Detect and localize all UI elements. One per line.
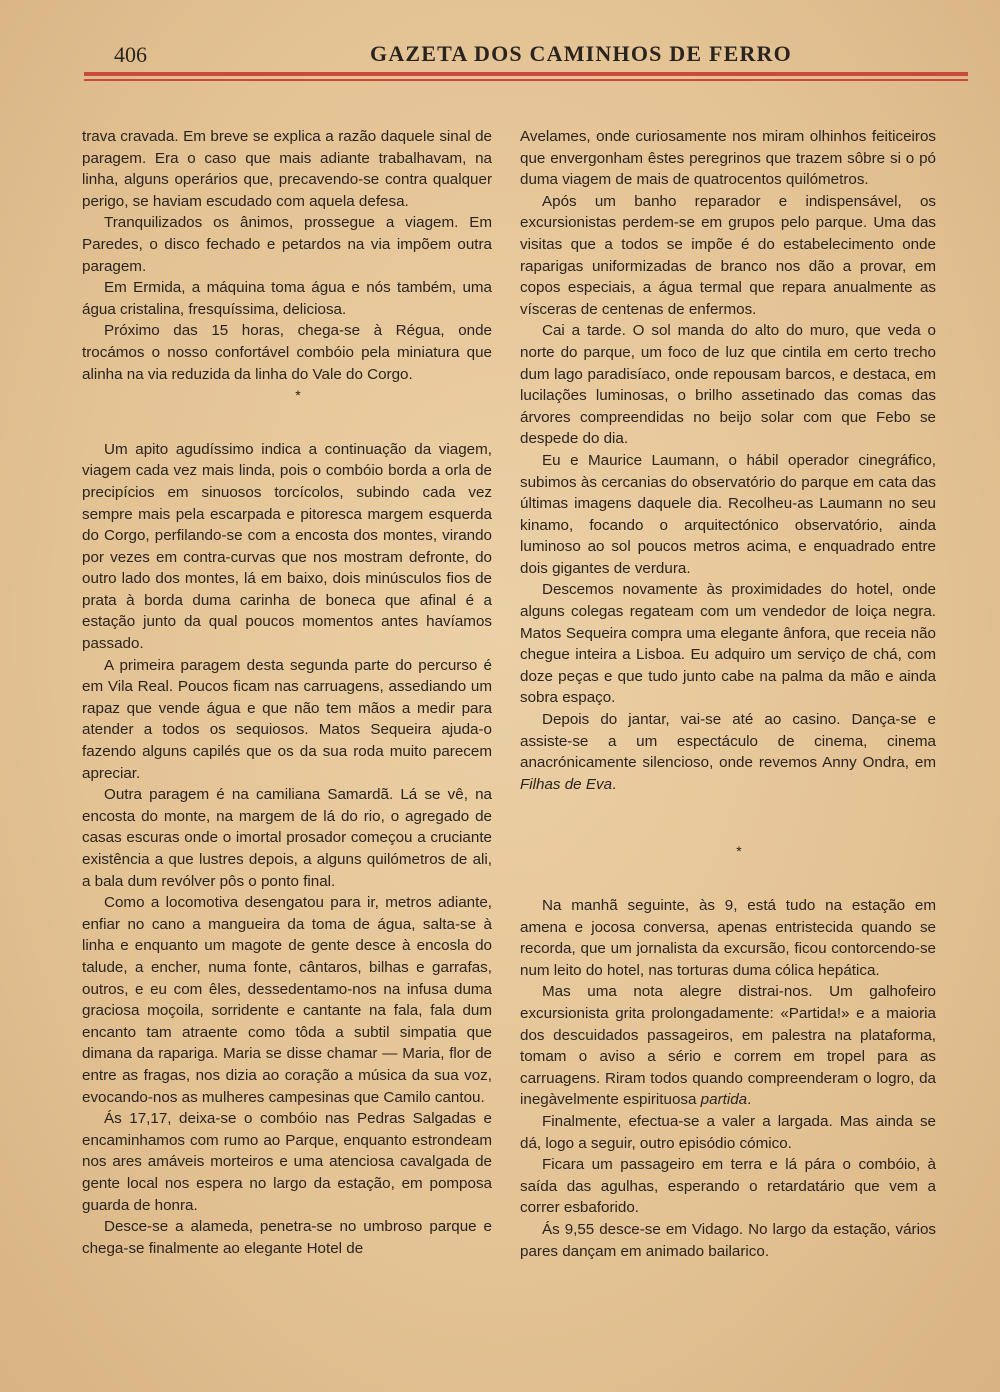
spacer <box>520 795 936 841</box>
section-separator: * <box>295 387 301 404</box>
paragraph: Próximo das 15 horas, chega-se à Régua, onde trocámos o nosso confortável combóio pela miniatura que alinha na via reduzida da linha do Vale do Corgo. <box>82 322 492 383</box>
spacer <box>82 407 492 439</box>
paragraph: Na manhã seguinte, às 9, está tudo na estação em amena e jocosa conversa, apenas entristecida quando se recorda, que um jornalista da excursão, ficou contorcendo-se num leito do hotel, nas torturas duma cólica hepática. <box>520 897 936 979</box>
paragraph: Descemos novamente às proximidades do hotel, onde alguns colegas regateam com um vendedor de loiça negra. Matos Sequeira compra uma elegante ânfora, que receia não chegue inteira a Lisboa. Eu adquiro um serviço de chá, com doze peças e que tudo junto cabe na palma da mão e ainda sobra espaço. <box>520 581 936 707</box>
paragraph: Em Ermida, a máquina toma água e nós também, uma água cristalina, fresquíssima, deliciosa. <box>82 279 492 318</box>
page-number: 406 <box>114 42 147 67</box>
paragraph: Outra paragem é na camiliana Samardã. Lá se vê, na encosta do monte, na margem de lá do rio, o agregado de casas escuras onde o imortal prosador começou a cruciante existência a que lustres depois, a alguns quilómetros de ali, a bala dum revólver pôs o ponto final. <box>82 786 492 890</box>
left-column <box>82 126 492 1259</box>
italic-word: partida <box>700 1091 748 1109</box>
film-title: Filhas de Eva <box>520 775 613 793</box>
paragraph-end: . <box>747 1091 752 1109</box>
paragraph: Ficara um passageiro em terra e lá pára o combóio, à saída das agulhas, esperando o retardatário que vem a correr esbaforido. <box>520 1156 936 1217</box>
header-rule-thin <box>84 79 968 81</box>
paragraph <box>520 981 936 1111</box>
paragraph: Avelames, onde curiosamente nos miram olhinhos feiticeiros que envergonham êstes peregrinos que trazem sôbre si o pó duma viagem de mais de quatrocentos quilómetros. <box>520 128 936 189</box>
paragraph: Cai a tarde. O sol manda do alto do muro, que veda o norte do parque, um foco de luz que cintila em certo trecho dum lago paradisíaco, onde repousam barcos, e destaca, em lucilações luminosas, o brilho assetinado das comas das árvores compreendidas no beijo solar com que Febo se despede do dia. <box>520 322 936 448</box>
paragraph-end: . <box>612 775 617 793</box>
publication-title: GAZETA DOS CAMINHOS DE FERRO <box>370 41 792 66</box>
paragraph <box>520 709 936 795</box>
paragraph: Finalmente, efectua-se a valer a largada. Mas ainda se dá, logo a seguir, outro episódio cómico. <box>520 1112 936 1152</box>
paragraph: Após um banho reparador e indispensável, os excursionistas perdem-se em grupos pelo parque. Uma das visitas que a todos se impõe é do estabelecimento onde raparigas uniformizadas de branco nos dão a provar, em copos especiais, a água termal que repara anualmente as vísceras de centenas de enfermos. <box>520 192 936 318</box>
paragraph: Eu e Maurice Laumann, o hábil operador cinegráfico, subimos às cercanias do observatório do parque em cata das últimas imagens daquele dia. Recolheu-as Laumann no seu kinamo, focando o arquitectónico observatório, ainda luminoso ao sol poucos metros acima, e enquadrado entre dois gigantes de verdura. <box>520 451 936 577</box>
paragraph-text: Depois do jantar, vai-se até ao casino. Dança-se e assiste-se a um espectáculo de cinema, cinema anacrónicamente silencioso, onde revemos Anny Ondra, em <box>520 711 936 772</box>
paragraph: Um apito agudíssimo indica a continuação da viagem, viagem cada vez mais linda, pois o combóio borda a orla de precipícios em sinuosos torcícolos, subindo cada vez sempre mais pela escarpada e pitoresca margem esquerda do Corgo, perfilando-se com a encosta dos montes, virando por vezes em contra-curvas que nos mostram defronte, do outro lado dos montes, lá em baixo, dois minúsculos fios de prata à borda duma carinha de boneca que afinal é a estação junto da qual poucos momentos antes havíamos passado. <box>82 440 492 653</box>
paragraph: trava cravada. Em breve se explica a razão daquele sinal de paragem. Era o caso que mais adiante trabalhavam, na linha, alguns operários que, precavendo-se contra qualquer perigo, se haviam escudado com aquela defesa. <box>82 128 492 210</box>
paragraph: Ás 17,17, deixa-se o combóio nas Pedras Salgadas e encaminhamos com rumo ao Parque, enquanto estrondeam nos ares amáveis morteiros e uma atenciosa cavalgada de gente local nos espera no largo da estação, em pomposa guarda de honra. <box>82 1110 492 1214</box>
header-rule <box>84 72 968 76</box>
paragraph: Desce-se a alameda, penetra-se no umbroso parque e chega-se finalmente ao elegante Hotel de <box>82 1218 492 1257</box>
spacer <box>520 863 936 895</box>
section-separator: * <box>736 843 742 860</box>
paragraph: Como a locomotiva desengatou para ir, metros adiante, enfiar no cano a mangueira da toma de água, salta-se à linha e enquanto um magote de gente desce à encosla do talude, a encher, numa fonte, cântaros, bilhas e garrafas, outros, e eu com êles, dessedentamo-nos na infusa duma graciosa moçoila, sorridente e cantante na fala, fala dum encanto tam atraente como tôda a subtil simpatia que dimana da rapariga. Maria se disse chamar — Maria, flor de entre as fragas, nos dizia ao coração a música da sua voz, evocando-nos as mulheres campesinas que Camilo cantou. <box>82 894 492 1106</box>
right-column <box>520 126 936 1262</box>
paragraph: Tranquilizados os ânimos, prossegue a viagem. Em Paredes, o disco fechado e petardos na via impõem outra paragem. <box>82 214 492 275</box>
paragraph-text: Mas uma nota alegre distrai-nos. Um galhofeiro excursionista grita prolongadamente: «Partida!» e a maioria dos descuidados passageiros, em palestra na plataforma, tomam o aviso a sério e correm em tropel para as carruagens. Riram todos quando compreenderam o logro, da inegàvelmente espirituosa <box>520 983 936 1109</box>
paragraph: A primeira paragem desta segunda parte do percurso é em Vila Real. Poucos ficam nas carruagens, assediando um rapaz que vende água e que não tem mãos a medir para atender a todos os sequiosos. Matos Sequeira ajuda-o fazendo alguns capilés que os da sua roda muito parecem apreciar. <box>82 656 492 782</box>
paragraph: Ás 9,55 desce-se em Vidago. No largo da estação, vários pares dançam em animado bailarico. <box>520 1220 936 1260</box>
